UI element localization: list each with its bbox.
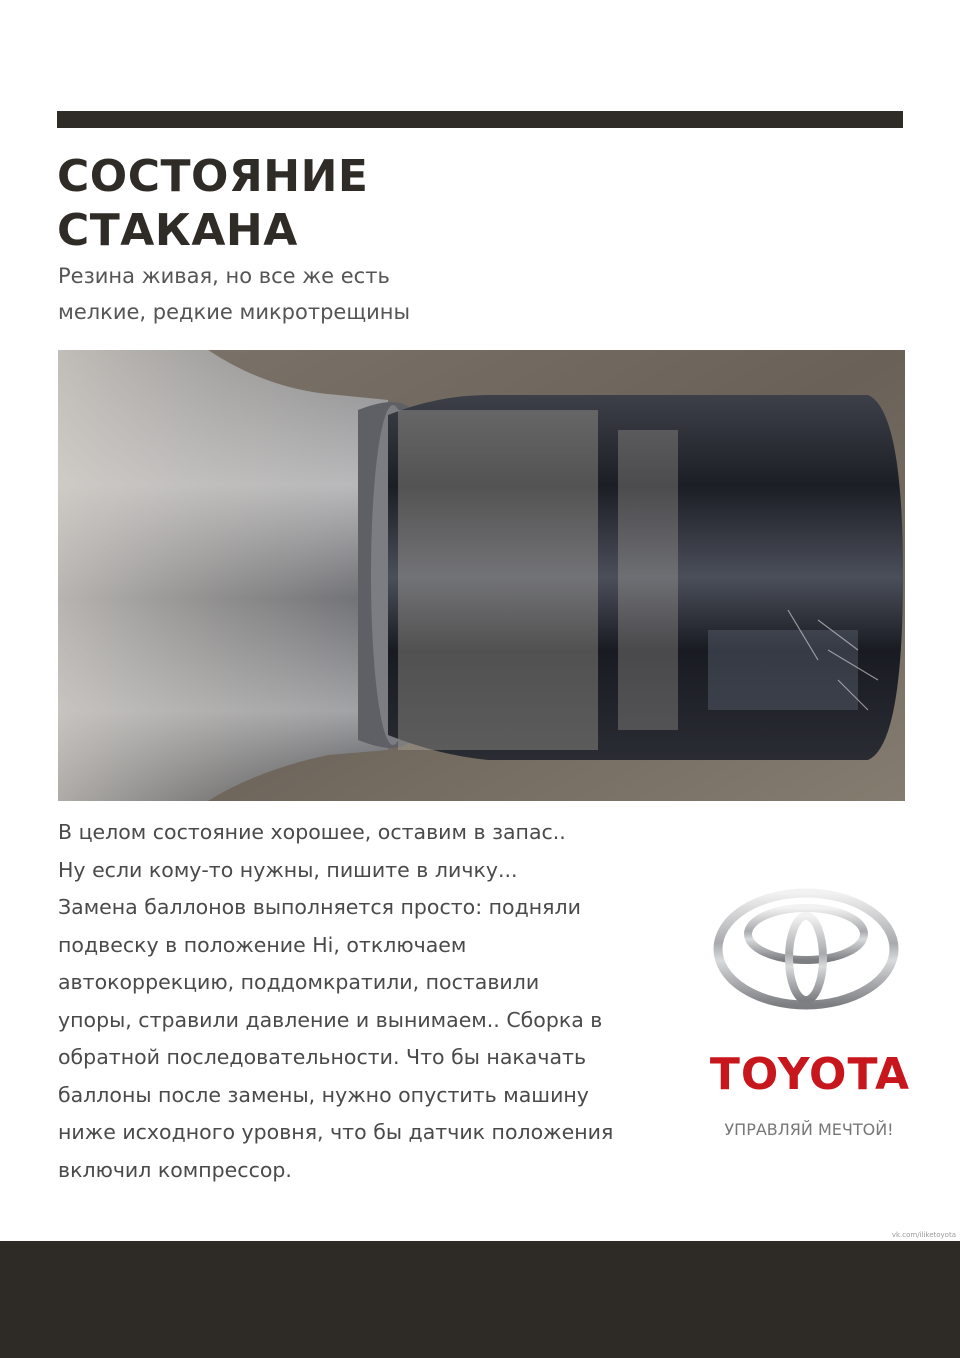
body-line-9: ниже исходного уровня, что бы датчик положения <box>58 1120 614 1144</box>
toyota-wordmark: TOYOTA <box>709 1049 911 1100</box>
slogan: УПРАВЛЯЙ МЕЧТОЙ! <box>724 1120 894 1139</box>
body-line-3: Замена баллонов выполняется просто: подняли <box>58 895 581 919</box>
title-line-1: СОСТОЯНИЕ <box>57 151 369 202</box>
body-line-2: Ну если кому-то нужны, пишите в личку... <box>58 857 518 882</box>
toyota-emblem-icon <box>713 888 899 1010</box>
body-line-5: автокоррекцию, поддомкратили, поставили <box>58 970 540 994</box>
body-line-4: подвеску в положение Hi, отключаем <box>58 932 467 957</box>
title-line-2: СТАКАНА <box>57 205 298 256</box>
toyota-logo <box>700 888 920 1148</box>
body-line-6: упоры, стравили давление и вынимаем.. Сборка в <box>58 1007 603 1032</box>
subtitle-line-1: Резина живая, но все же есть <box>58 264 390 288</box>
body-line-8: баллоны после замены, нужно опустить машину <box>58 1082 589 1107</box>
air-spring-photo <box>58 350 905 801</box>
body-line-7: обратной последовательности. Что бы накачать <box>58 1045 587 1069</box>
body-line-10: включил компрессор. <box>58 1157 292 1182</box>
footer-bar <box>0 1241 960 1358</box>
body-line-1: В целом состояние хорошее, оставим в запас.. <box>58 820 566 844</box>
page-title <box>57 150 657 258</box>
credit-link: vk.com/iliketoyota <box>891 1231 956 1239</box>
subtitle-line-2: мелкие, редкие микротрещины <box>58 300 411 324</box>
subtitle <box>58 258 618 330</box>
body-text <box>58 814 678 1189</box>
top-divider-bar <box>57 111 903 128</box>
